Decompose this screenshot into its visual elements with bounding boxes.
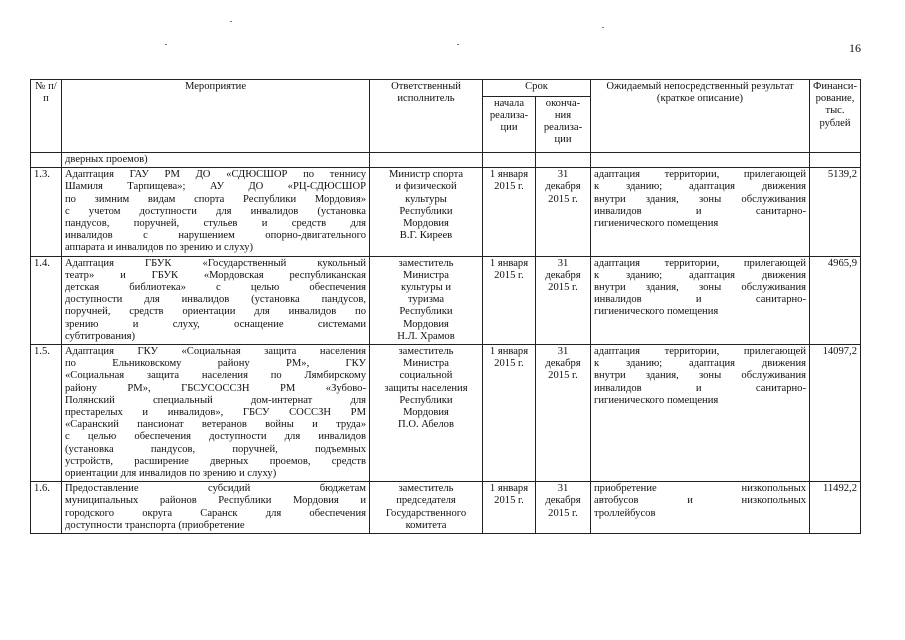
table-row xyxy=(31,256,861,344)
header-event: Мероприятие xyxy=(62,80,370,153)
row-result-line: к зданию; адаптация движения xyxy=(594,358,806,370)
row-event-line: городского округа Саранск для обеспечения xyxy=(65,507,366,519)
row-responsible xyxy=(370,345,483,482)
row-result-line: к зданию; адаптация движения xyxy=(594,181,806,193)
header-term-start: начала реализа-ции xyxy=(483,96,536,152)
row-responsible-line: Республики xyxy=(399,306,453,318)
row-result-line: инвалидов и санитарно- xyxy=(594,205,806,217)
table-row xyxy=(31,168,861,256)
row-responsible xyxy=(370,256,483,344)
row-start-line: 1 января xyxy=(489,483,529,495)
row-responsible-line: туризма xyxy=(407,294,445,306)
row-event-line: «Саранский пансионат ветеранов войны и труда» xyxy=(65,419,366,431)
row-end-line: 31 xyxy=(557,257,569,269)
row-end-line: декабря xyxy=(545,495,581,507)
row-responsible-line: Министра xyxy=(403,269,449,281)
scan-speck xyxy=(230,21,232,22)
row-end xyxy=(536,256,591,344)
row-event-line: доступности для инвалидов (установка пандусов, xyxy=(65,294,366,306)
row-responsible-line: социальной xyxy=(399,370,453,382)
row-event-line: пандусов, поручней, стульев и средств для xyxy=(65,218,366,230)
row-responsible-line: Министр спорта xyxy=(388,169,464,181)
row-end-line: 31 xyxy=(557,169,569,181)
row-responsible-line: В.Г. Киреев xyxy=(399,230,453,242)
row-funding: 14097,2 xyxy=(810,345,861,482)
row-event-line: театр» и ГБУК «Мордовская республиканская xyxy=(65,269,366,281)
row-funding: 11492,2 xyxy=(810,482,861,534)
row-end-line: декабря xyxy=(545,269,581,281)
row-end-line: 2015 г. xyxy=(548,370,578,382)
row-responsible-line: и физической xyxy=(395,181,457,193)
row-event-line: субтитрования) xyxy=(65,330,136,342)
row-event-line: Адаптация ГАУ РМ ДО «СДЮСШОР по теннису xyxy=(65,169,366,181)
row-end-line: 2015 г. xyxy=(548,507,578,519)
row-event-line: ориентации для инвалидов по зрению и слуху) xyxy=(65,468,277,480)
row-start-line: 1 января xyxy=(489,169,529,181)
row-end-line: 31 xyxy=(557,483,569,495)
row-event-line: доступности транспорта (приобретение xyxy=(65,519,245,531)
row-end-line: декабря xyxy=(545,181,581,193)
row-result-line: гигиенического помещения xyxy=(594,218,719,230)
row-event-line: поручней, средств ориентации для инвалидов по xyxy=(65,306,366,318)
row-event-line: Адаптация ГБУК «Государственный кукольный xyxy=(65,257,366,269)
row-number: 1.5. xyxy=(31,345,62,482)
row-result-line: адаптация территории, прилегающей xyxy=(594,257,806,269)
header-num: № п/п xyxy=(31,80,62,153)
scan-speck xyxy=(165,44,167,45)
row-start-line: 2015 г. xyxy=(494,495,524,507)
row-result-line: внутри здания, зоны обслуживания xyxy=(594,282,806,294)
row-event-line: (установка пандусов, поручней, подъемных xyxy=(65,443,366,455)
row-event-line: детская библиотека» с целью обеспечения xyxy=(65,282,366,294)
header-term: Срок xyxy=(483,80,591,97)
row-event xyxy=(62,345,370,482)
row-number: 1.3. xyxy=(31,168,62,256)
row-start xyxy=(483,168,536,256)
header-row xyxy=(31,80,861,97)
row-event-line: Полянский специальный дом-интернат для xyxy=(65,394,366,406)
row-event-line: Шамиля Тарпищева»; АУ ДО «РЦ-СДЮСШОР xyxy=(65,181,366,193)
row-event-line: с целью обеспечения доступности для инвалидов xyxy=(65,431,366,443)
scan-speck xyxy=(457,44,459,45)
continuation-row xyxy=(31,153,861,168)
row-start xyxy=(483,482,536,534)
row-responsible-line: Мордовия xyxy=(403,318,449,330)
row-event-line: району РМ», ГБСУСОССЗН РМ «Зубово- xyxy=(65,382,366,394)
row-event-line: «Социальная защита населения по Лямбирскому xyxy=(65,370,366,382)
row-result xyxy=(591,345,810,482)
row-event xyxy=(62,256,370,344)
row-result-line: гигиенического помещения xyxy=(594,306,719,318)
row-result xyxy=(591,168,810,256)
row-start-line: 2015 г. xyxy=(494,269,524,281)
row-start-line: 2015 г. xyxy=(494,181,524,193)
row-event-line: с учетом доступности для инвалидов (установка xyxy=(65,205,366,217)
measures-table xyxy=(30,79,861,534)
row-result xyxy=(591,482,810,534)
row-responsible-line: культуры и xyxy=(400,282,452,294)
table-row xyxy=(31,345,861,482)
continuation-text: дверных проемов) xyxy=(62,153,370,168)
row-end xyxy=(536,168,591,256)
row-end-line: 31 xyxy=(557,346,569,358)
row-event-line: инвалидов с нарушением опорно-двигательного xyxy=(65,230,366,242)
row-result-line: адаптация территории, прилегающей xyxy=(594,346,806,358)
row-start xyxy=(483,256,536,344)
scan-speck xyxy=(602,27,604,28)
page-number: 16 xyxy=(849,41,861,55)
row-end-line: 2015 г. xyxy=(548,282,578,294)
row-responsible-line: председателя xyxy=(396,495,456,507)
row-responsible xyxy=(370,168,483,256)
header-term-end: оконча-ния реализа-ции xyxy=(536,96,591,152)
row-end xyxy=(536,345,591,482)
row-responsible-line: Мордовия xyxy=(403,218,449,230)
row-result xyxy=(591,256,810,344)
header-responsible: Ответственный исполнитель xyxy=(370,80,483,153)
row-end xyxy=(536,482,591,534)
row-event-line: муниципальных районов Республики Мордовия и xyxy=(65,495,366,507)
row-responsible xyxy=(370,482,483,534)
row-event-line: Адаптация ГКУ «Социальная защита населения xyxy=(65,346,366,358)
row-start-line: 1 января xyxy=(489,346,529,358)
row-number: 1.6. xyxy=(31,482,62,534)
row-number: 1.4. xyxy=(31,256,62,344)
row-end-line: декабря xyxy=(545,358,581,370)
row-result-line: адаптация территории, прилегающей xyxy=(594,169,806,181)
row-result-line: гигиенического помещения xyxy=(594,394,719,406)
row-responsible-line: Государственного комитета xyxy=(385,507,467,531)
row-start-line: 2015 г. xyxy=(494,358,524,370)
row-event-line: престарелых и инвалидов», ГБСУ СОССЗН РМ xyxy=(65,407,366,419)
row-start xyxy=(483,345,536,482)
row-result-line: инвалидов и санитарно- xyxy=(594,382,806,394)
row-event-line: Предоставление субсидий бюджетам xyxy=(65,483,366,495)
row-responsible-line: Н.Л. Храмов xyxy=(397,330,455,342)
row-end-line: 2015 г. xyxy=(548,193,578,205)
row-responsible-line: заместитель xyxy=(398,257,454,269)
row-event xyxy=(62,482,370,534)
row-result-line: внутри здания, зоны обслуживания xyxy=(594,193,806,205)
row-result-line: троллейбусов xyxy=(594,507,656,519)
row-event-line: аппарата и инвалидов по зрению и слуху) xyxy=(65,242,254,254)
row-result-line: инвалидов и санитарно- xyxy=(594,294,806,306)
row-event xyxy=(62,168,370,256)
table-body xyxy=(31,168,861,534)
row-result-line: внутри здания, зоны обслуживания xyxy=(594,370,806,382)
row-result-line: приобретение низкопольных xyxy=(594,483,806,495)
row-responsible-line: П.О. Абелов xyxy=(398,419,454,431)
row-event-line: устройств, расширение дверных проемов, средств xyxy=(65,455,366,467)
row-responsible-line: Республики xyxy=(399,394,453,406)
row-responsible-line: Министра xyxy=(403,358,449,370)
row-responsible-line: заместитель xyxy=(398,483,454,495)
row-result-line: к зданию; адаптация движения xyxy=(594,269,806,281)
row-funding: 4965,9 xyxy=(810,256,861,344)
row-responsible-line: культуры xyxy=(405,193,447,205)
header-result: Ожидаемый непосредственный результат (краткое описание) xyxy=(591,80,810,153)
row-responsible-line: защиты населения xyxy=(384,382,468,394)
row-funding: 5139,2 xyxy=(810,168,861,256)
row-responsible-line: заместитель xyxy=(398,346,454,358)
row-responsible-line: Республики xyxy=(399,205,453,217)
table-row xyxy=(31,482,861,534)
row-event-line: по зимним видам спорта Республики Мордовия» xyxy=(65,193,366,205)
row-responsible-line: Мордовия xyxy=(403,407,449,419)
row-start-line: 1 января xyxy=(489,257,529,269)
row-event-line: по Ельниковскому району РМ», ГКУ xyxy=(65,358,366,370)
row-result-line: автобусов и низкопольных xyxy=(594,495,806,507)
header-funding: Финанси-рование, тыс. рублей xyxy=(810,80,861,153)
row-event-line: зрению и слуху, оснащение системами xyxy=(65,318,366,330)
